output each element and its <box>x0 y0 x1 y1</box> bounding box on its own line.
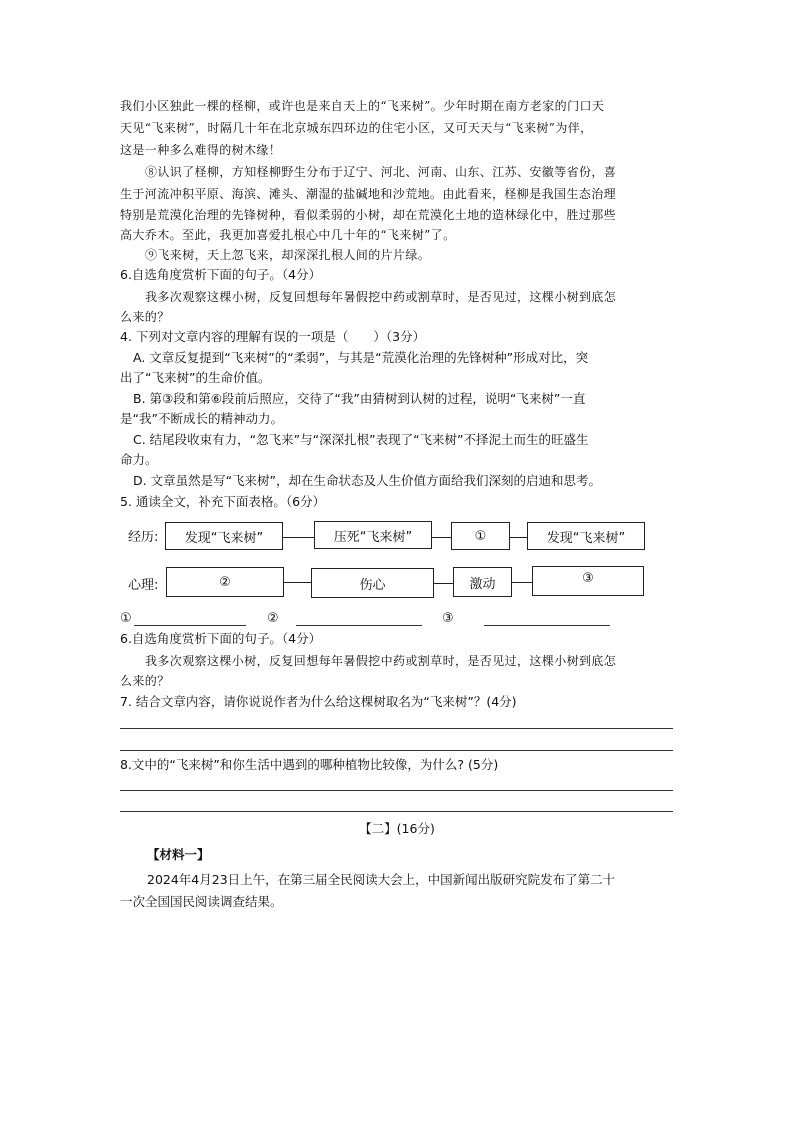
passage-line: 特别是荒漠化治理的先锋树种，看似柔弱的小树，却在荒漠化土地的造林绿化中，胜过那些 <box>120 208 617 222</box>
passage-line: 这是一种多么难得的树木缘！ <box>120 143 282 157</box>
feeling-box: 激动 <box>453 567 512 597</box>
passage-line: ⑧认识了柽柳，方知柽柳野生分布于辽宁、河北、河南、山东、江苏、安徽等省份，喜 <box>145 165 617 179</box>
connector <box>512 582 532 583</box>
option-b: B. 第③段和第⑥段前后照应，交待了“我”由猜树到认树的过程，说明“飞来树”一直 <box>133 391 586 406</box>
answer-line[interactable] <box>120 790 673 791</box>
question-6-sentence: 我多次观察这棵小树，反复回想每年暑假挖中药或割草时，是否见过，这棵小树到底怎 <box>145 290 617 304</box>
question-6-sentence: 么来的？ <box>120 310 170 324</box>
passage-line: 高大乔木。至此，我更加喜爱扎根心中几十年的“飞来树”了。 <box>120 228 456 242</box>
answer-blank[interactable] <box>484 625 610 626</box>
question-6-sentence: 么来的？ <box>120 674 170 688</box>
question-8-title: 8.文中的“飞来树”和你生活中遇到的哪种植物比较像，为什么? (5分) <box>120 757 499 772</box>
connector <box>510 537 527 538</box>
question-6-title: 6.自选角度赏析下面的句子。（4分） <box>120 267 322 282</box>
blank-number: ② <box>267 611 279 626</box>
blank-number: ③ <box>442 611 454 626</box>
question-6-title: 6.自选角度赏析下面的句子。（4分） <box>120 631 322 646</box>
option-d: D. 文章虽然是写“飞来树”，却在生命状态及人生价值方面给我们深刻的启迪和思考。 <box>133 473 602 488</box>
experience-box: ① <box>451 522 510 550</box>
passage-line: 生于河流冲积平原、海滨、滩头、潮湿的盐碱地和沙荒地。由此看来，柽柳是我国生态治理 <box>120 187 617 201</box>
experience-box: 发现“飞来树” <box>165 522 283 550</box>
answer-blank[interactable] <box>134 625 246 626</box>
question-5-title: 5. 通读全文，补充下面表格。（6分） <box>120 494 326 509</box>
option-b: 是“我”不断成长的精神动力。 <box>120 411 283 426</box>
experience-box: 发现“飞来树” <box>527 522 645 550</box>
experience-box: 压死“飞来树” <box>314 521 432 549</box>
connector <box>284 582 311 583</box>
connector <box>432 537 451 538</box>
option-c: C. 结尾段收束有力，“忽飞来”与“深深扎根”表现了“飞来树”不择泥土而生的旺盛生 <box>133 432 589 447</box>
material-text: 2024年4月23日上午，在第三届全民阅读大会上，中国新闻出版研究院发布了第二十 <box>147 872 616 887</box>
answer-line[interactable] <box>120 728 673 729</box>
question-7-title: 7. 结合文章内容，请你说说作者为什么给这棵树取名为“飞来树”？(4分) <box>120 694 517 709</box>
feeling-box: ③ <box>532 566 644 596</box>
passage-line: 天见“飞来树”，时隔几十年在北京城东四环边的住宅小区，又可天天与“飞来树”为伴， <box>120 121 593 135</box>
question-6-sentence: 我多次观察这棵小树，反复回想每年暑假挖中药或割草时，是否见过，这棵小树到底怎 <box>145 654 617 668</box>
connector <box>434 583 453 584</box>
material-title: 【材料一】 <box>147 847 210 862</box>
blank-number: ① <box>120 611 132 626</box>
experience-label: 经历: <box>128 530 159 545</box>
question-4-title: 4. 下列对文章内容的理解有误的一项是（ ）（3分） <box>120 329 426 344</box>
material-text: 一次全国国民阅读调查结果。 <box>120 894 283 909</box>
option-a: 出了“飞来树”的生命价值。 <box>120 370 271 385</box>
section-heading: 【二】(16分) <box>359 821 435 836</box>
feeling-box: 伤心 <box>311 568 434 598</box>
answer-line[interactable] <box>120 750 673 751</box>
passage-line: ⑨飞来树，天上忽飞来，却深深扎根人间的片片绿。 <box>145 248 431 262</box>
connector <box>283 537 314 538</box>
option-a: A. 文章反复提到“飞来树”的“柔弱”，与其是“荒漠化治理的先锋树种”形成对比，突 <box>133 350 589 365</box>
feeling-label: 心理: <box>128 578 159 593</box>
answer-line[interactable] <box>120 811 673 812</box>
passage-line: 我们小区独此一棵的柽柳，或许也是来自天上的“飞来树”。少年时期在南方老家的门口天 <box>120 99 605 113</box>
answer-blank[interactable] <box>296 625 422 626</box>
feeling-box: ② <box>166 567 284 597</box>
option-c: 命力。 <box>120 452 158 467</box>
